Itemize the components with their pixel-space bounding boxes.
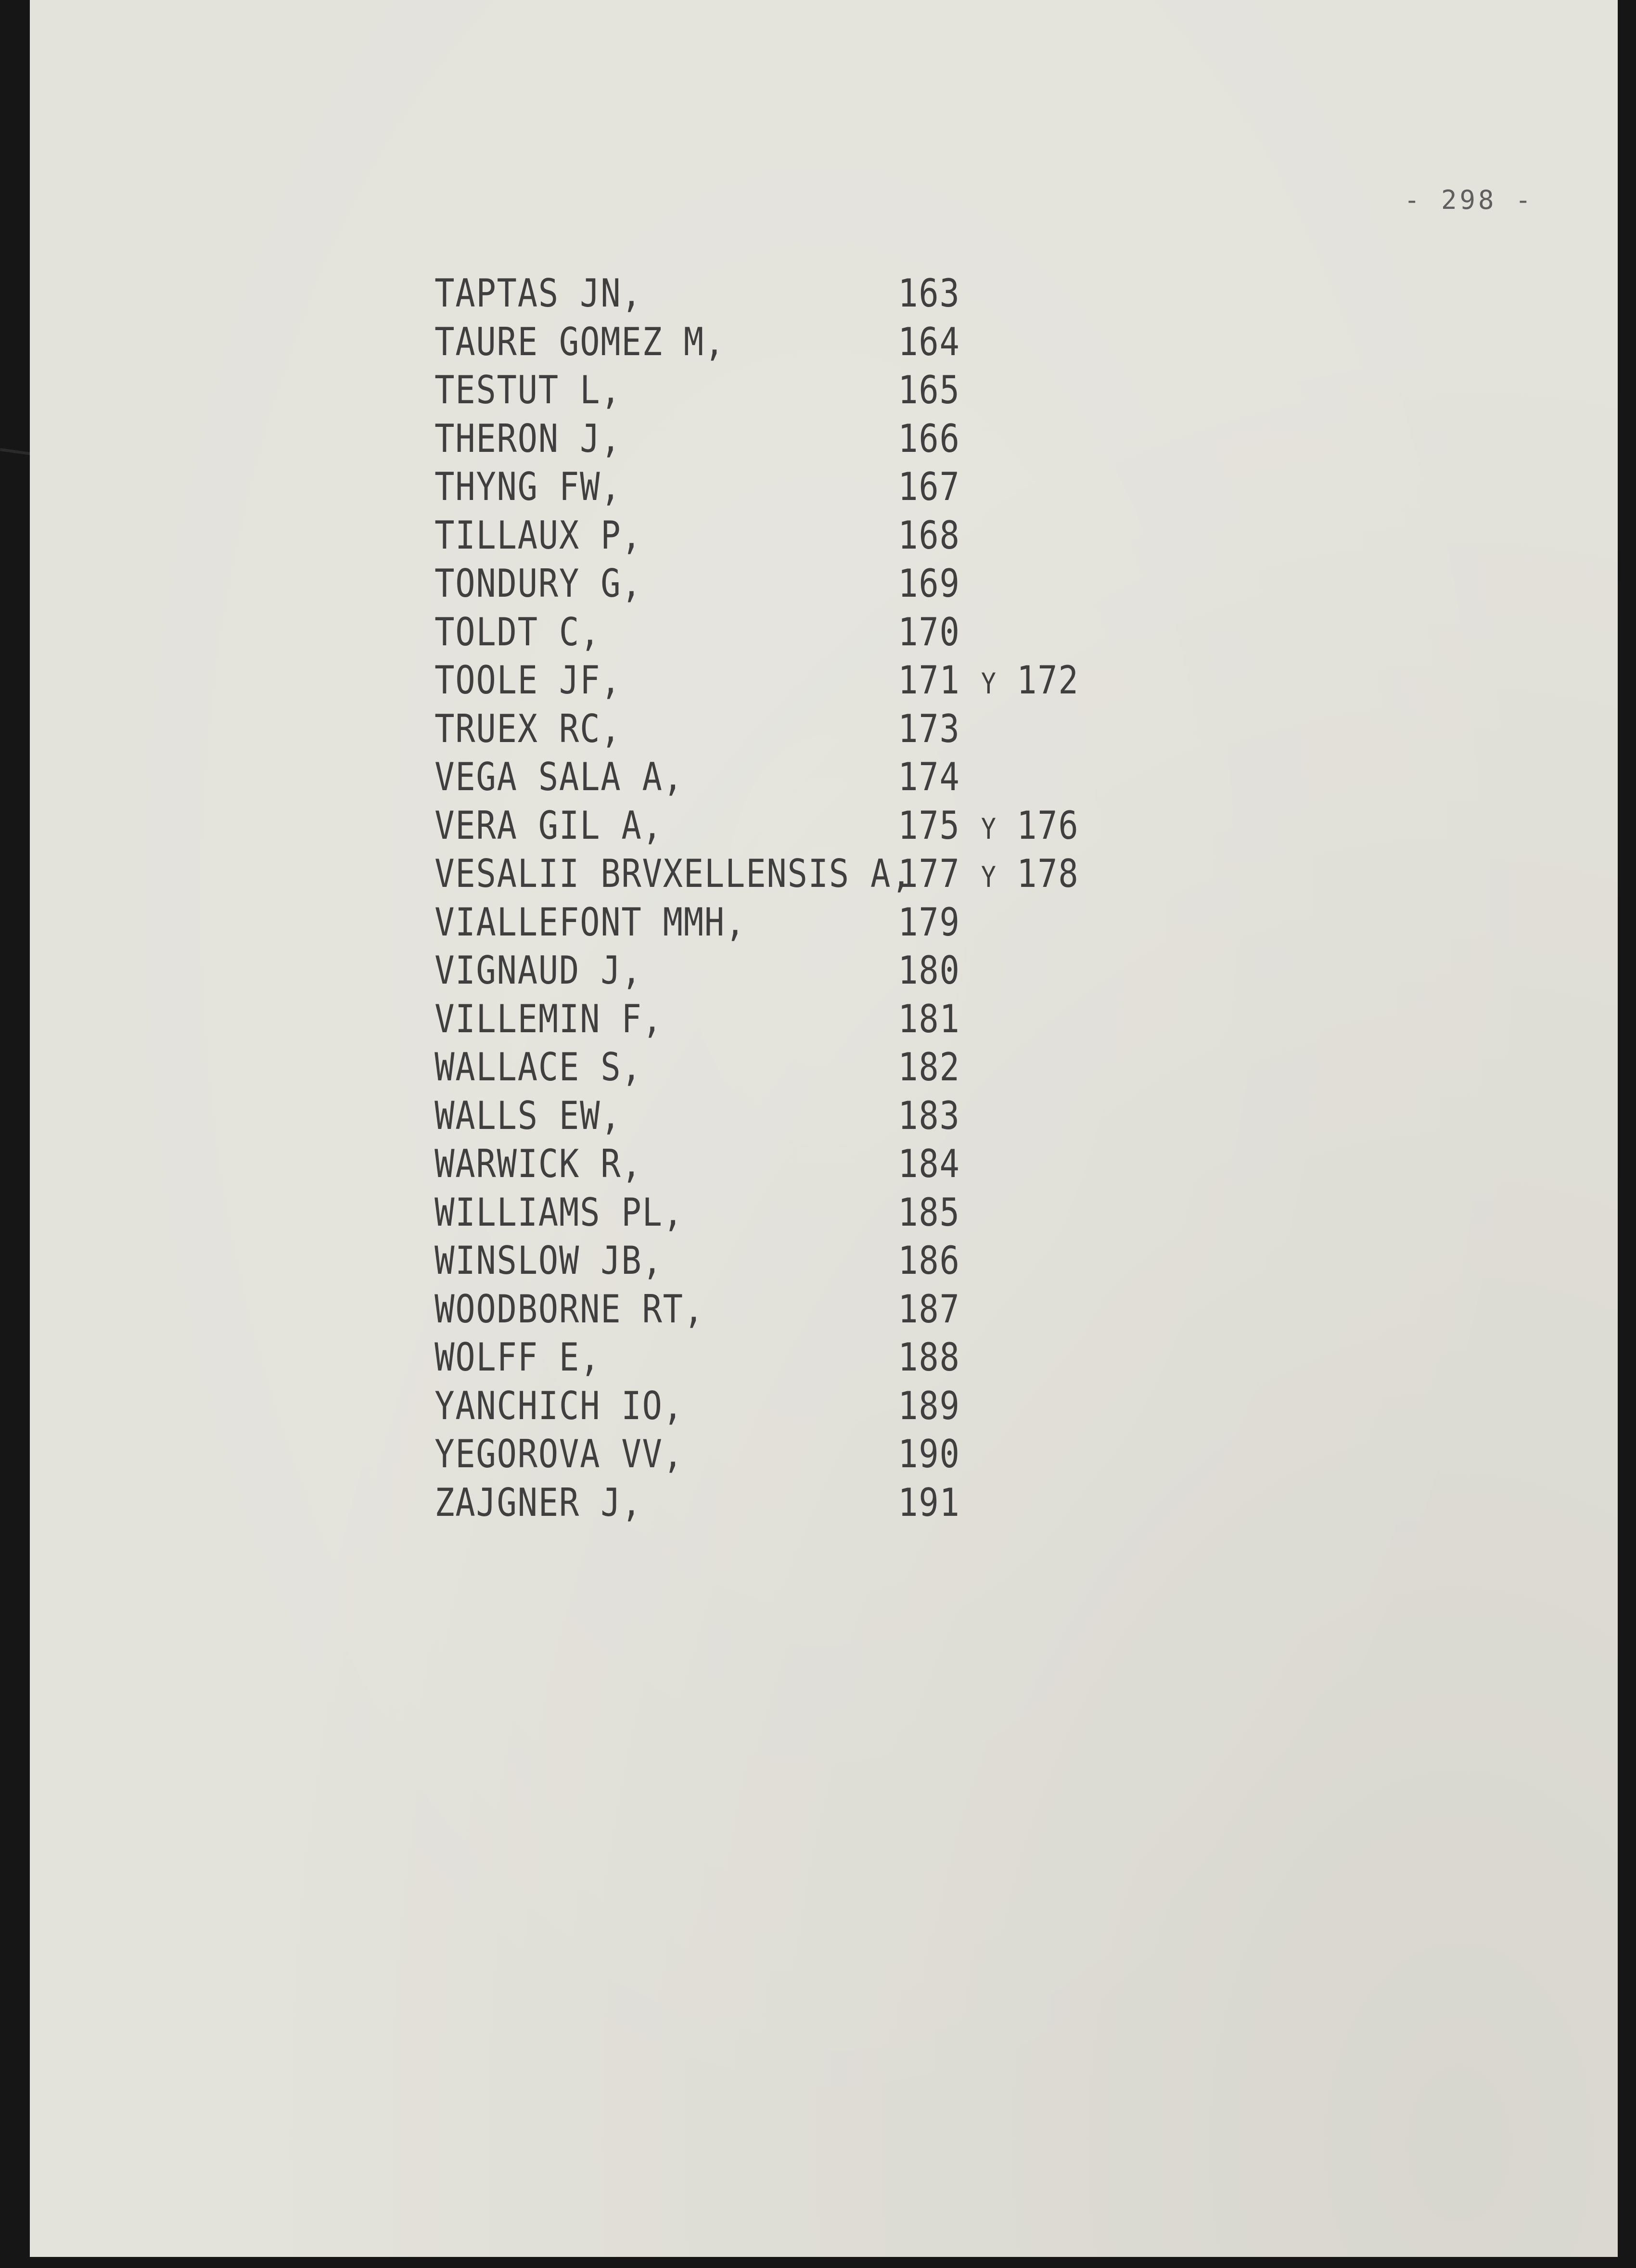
reference-number xyxy=(898,898,960,947)
reference-conjunction: Y xyxy=(981,812,996,846)
list-item xyxy=(30,1140,1395,1189)
reference-number xyxy=(898,1285,960,1333)
reference-number xyxy=(898,802,1079,853)
reference-number xyxy=(898,995,960,1043)
author-name: VERA GIL A, xyxy=(435,803,663,848)
list-item xyxy=(30,463,1395,512)
author-name: TAURE GOMEZ M, xyxy=(435,319,726,364)
list-item xyxy=(30,1479,1395,1527)
list-item xyxy=(30,1333,1395,1382)
list-item xyxy=(30,366,1395,415)
author-name: THYNG FW, xyxy=(435,464,622,509)
author-name: THERON J, xyxy=(435,416,622,461)
reference-primary: 177 xyxy=(898,851,960,896)
reference-secondary: 178 xyxy=(1017,851,1079,896)
list-item xyxy=(30,1237,1395,1285)
list-item xyxy=(30,608,1395,657)
author-name: VESALII BRVXELLENSIS A, xyxy=(435,851,912,896)
reference-primary: 167 xyxy=(898,464,960,509)
reference-primary: 184 xyxy=(898,1141,960,1186)
list-item xyxy=(30,1189,1395,1237)
reference-number xyxy=(898,753,960,801)
reference-primary: 168 xyxy=(898,513,960,558)
reference-number xyxy=(898,947,960,995)
author-name: WALLACE S, xyxy=(435,1045,642,1089)
reference-number xyxy=(898,512,960,560)
reference-number xyxy=(898,850,1079,901)
author-name: WARWICK R, xyxy=(435,1141,642,1186)
reference-primary: 191 xyxy=(898,1480,960,1525)
author-name: VEGA SALA A, xyxy=(435,755,684,799)
reference-number xyxy=(898,1333,960,1382)
reference-number xyxy=(898,1189,960,1237)
author-name: TOOLE JF, xyxy=(435,658,622,703)
author-name: TILLAUX P, xyxy=(435,513,642,558)
reference-number xyxy=(898,705,960,753)
list-item xyxy=(30,898,1395,947)
list-item xyxy=(30,656,1395,705)
list-item xyxy=(30,318,1395,367)
author-name: TONDURY G, xyxy=(435,561,642,606)
reference-number xyxy=(898,415,960,463)
reference-primary: 188 xyxy=(898,1335,960,1380)
reference-conjunction: Y xyxy=(981,860,996,894)
author-name: TAPTAS JN, xyxy=(435,271,642,316)
list-item xyxy=(30,269,1395,318)
author-name: TESTUT L, xyxy=(435,368,622,412)
reference-primary: 173 xyxy=(898,706,960,751)
author-name: WALLS EW, xyxy=(435,1093,622,1138)
author-name: TOLDT C, xyxy=(435,609,601,654)
reference-primary: 182 xyxy=(898,1045,960,1089)
reference-number xyxy=(898,269,960,318)
reference-primary: 183 xyxy=(898,1093,960,1138)
list-item xyxy=(30,512,1395,560)
reference-number xyxy=(898,1430,960,1478)
reference-number xyxy=(898,366,960,414)
list-item xyxy=(30,1382,1395,1431)
reference-primary: 164 xyxy=(898,319,960,364)
author-name: WINSLOW JB, xyxy=(435,1238,663,1283)
reference-primary: 174 xyxy=(898,755,960,799)
list-item xyxy=(30,1043,1395,1092)
reference-number xyxy=(898,318,960,366)
list-item xyxy=(30,415,1395,463)
reference-number xyxy=(898,608,960,656)
author-name: YEGOROVA VV, xyxy=(435,1432,684,1476)
reference-number xyxy=(898,656,1079,708)
reference-number xyxy=(898,1479,960,1527)
author-name: VILLEMIN F, xyxy=(435,996,663,1041)
reference-primary: 170 xyxy=(898,609,960,654)
author-name: YANCHICH IO, xyxy=(435,1383,684,1428)
list-item xyxy=(30,753,1395,802)
reference-primary: 181 xyxy=(898,996,960,1041)
reference-primary: 165 xyxy=(898,368,960,412)
list-item xyxy=(30,560,1395,608)
reference-primary: 190 xyxy=(898,1432,960,1476)
list-item xyxy=(30,1285,1395,1334)
reference-number xyxy=(898,1043,960,1091)
reference-primary: 185 xyxy=(898,1190,960,1235)
reference-primary: 180 xyxy=(898,948,960,993)
list-item xyxy=(30,850,1395,898)
author-name: WILLIAMS PL, xyxy=(435,1190,684,1235)
list-item xyxy=(30,1092,1395,1140)
reference-primary: 187 xyxy=(898,1286,960,1332)
list-item xyxy=(30,1430,1395,1479)
reference-secondary: 176 xyxy=(1017,803,1079,848)
reference-number xyxy=(898,463,960,511)
reference-primary: 163 xyxy=(898,271,960,316)
page-number: - 298 - xyxy=(1404,185,1534,215)
author-name: TRUEX RC, xyxy=(435,706,622,751)
author-name: VIGNAUD J, xyxy=(435,948,642,993)
list-item xyxy=(30,947,1395,995)
list-item xyxy=(30,995,1395,1044)
list-item xyxy=(30,705,1395,754)
reference-primary: 186 xyxy=(898,1238,960,1283)
reference-number xyxy=(898,560,960,608)
paper-page xyxy=(30,0,1618,2257)
reference-primary: 189 xyxy=(898,1383,960,1428)
reference-primary: 169 xyxy=(898,561,960,606)
reference-number xyxy=(898,1140,960,1188)
author-name: WOLFF E, xyxy=(435,1335,601,1380)
reference-primary: 179 xyxy=(898,899,960,945)
author-name: WOODBORNE RT, xyxy=(435,1286,704,1332)
author-name: VIALLEFONT MMH, xyxy=(435,899,746,945)
reference-primary: 171 xyxy=(898,658,960,703)
reference-primary: 175 xyxy=(898,803,960,848)
author-reference-list xyxy=(30,269,1618,1527)
reference-number xyxy=(898,1092,960,1140)
reference-number xyxy=(898,1237,960,1285)
reference-number xyxy=(898,1382,960,1430)
author-name: ZAJGNER J, xyxy=(435,1480,642,1525)
reference-conjunction: Y xyxy=(981,667,996,701)
reference-primary: 166 xyxy=(898,416,960,461)
list-item xyxy=(30,802,1395,850)
reference-secondary: 172 xyxy=(1017,658,1079,703)
margin-ink-mark xyxy=(0,448,34,456)
